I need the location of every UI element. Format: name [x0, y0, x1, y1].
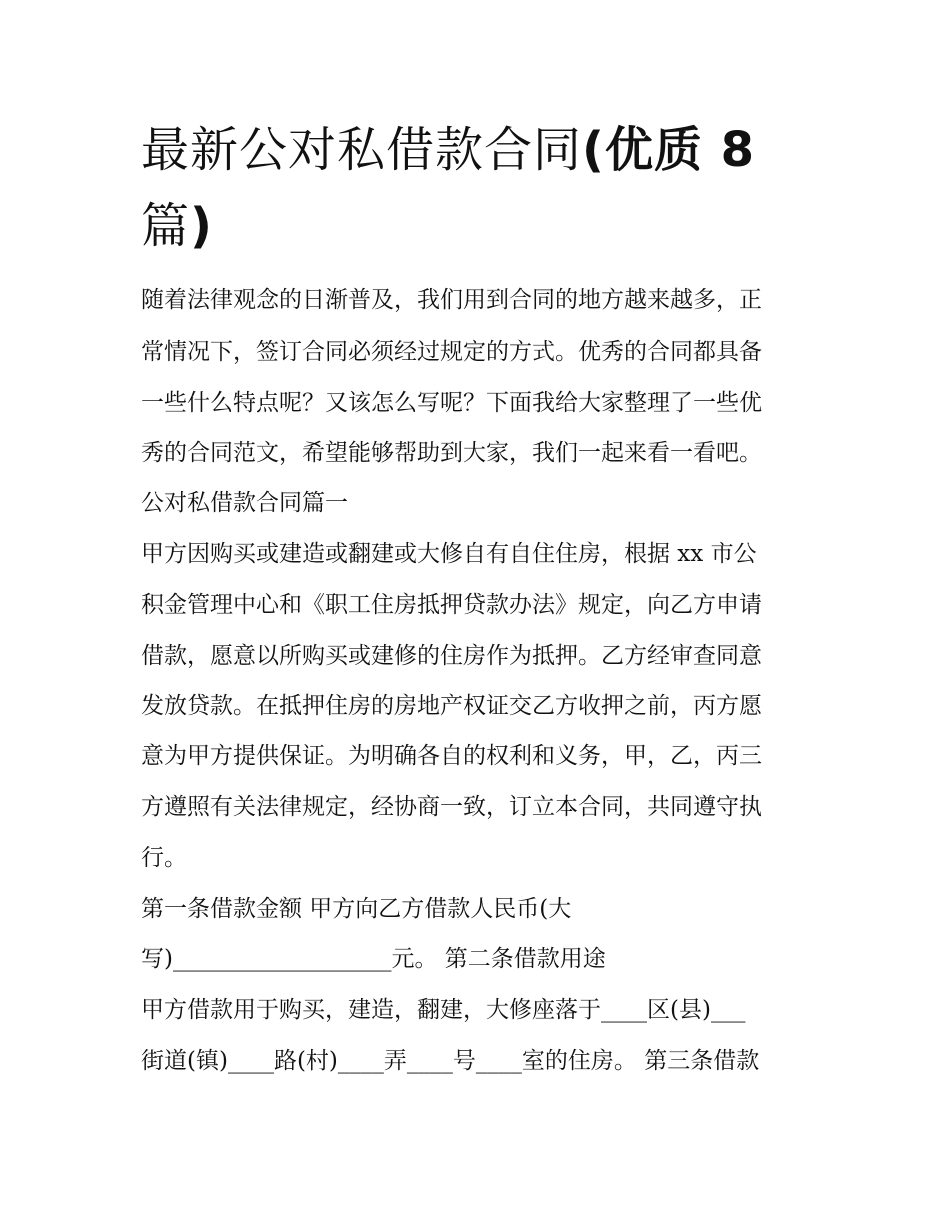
body-line: 发放贷款。在抵押住房的房地产权证交乙方收押之前，丙方愿 — [141, 693, 762, 719]
body-line: 意为甲方提供保证。为明确各自的权利和义务，甲，乙，丙三 — [141, 743, 762, 769]
document-title — [141, 112, 821, 264]
body-line: 甲方因购买或建造或翻建或大修自有自住住房，根据 xx 市公 — [141, 541, 757, 567]
title-text-1-bold: (优质 8 — [582, 122, 756, 178]
body-line: 甲方借款用于购买，建造，翻建，大修座落于____区(县)___ — [141, 997, 746, 1023]
body-line: 秀的合同范文，希望能够帮助到大家，我们一起来看一看吧。 — [141, 440, 762, 466]
section-heading: 公对私借款合同篇一 — [141, 490, 348, 516]
body-line: 积金管理中心和《职工住房抵押贷款办法》规定，向乙方申请 — [141, 592, 762, 618]
body-line: 一些什么特点呢？又该怎么写呢？下面我给大家整理了一些优 — [141, 390, 762, 416]
body-line: 写)___________________元。 第二条借款用途 — [141, 946, 606, 972]
body-line: 街道(镇)____路(村)____弄____号____室的住房。 第三条借款 — [141, 1048, 760, 1074]
body-line: 行。 — [141, 845, 187, 871]
title-text-2-bold: ) — [190, 198, 213, 254]
title-text-1: 最新公对私借款合同 — [141, 122, 583, 178]
body-line: 第一条借款金额 甲方向乙方借款人民币(大 — [141, 896, 572, 922]
body-line: 随着法律观念的日渐普及，我们用到合同的地方越来越多，正 — [141, 287, 762, 313]
body-line: 借款，愿意以所购买或建修的住房作为抵押。乙方经审查同意 — [141, 643, 762, 669]
title-text-2: 篇 — [141, 198, 191, 254]
body-line: 方遵照有关法律规定，经协商一致，订立本合同，共同遵守执 — [141, 794, 762, 820]
body-line: 常情况下，签订合同必须经过规定的方式。优秀的合同都具备 — [141, 339, 762, 365]
